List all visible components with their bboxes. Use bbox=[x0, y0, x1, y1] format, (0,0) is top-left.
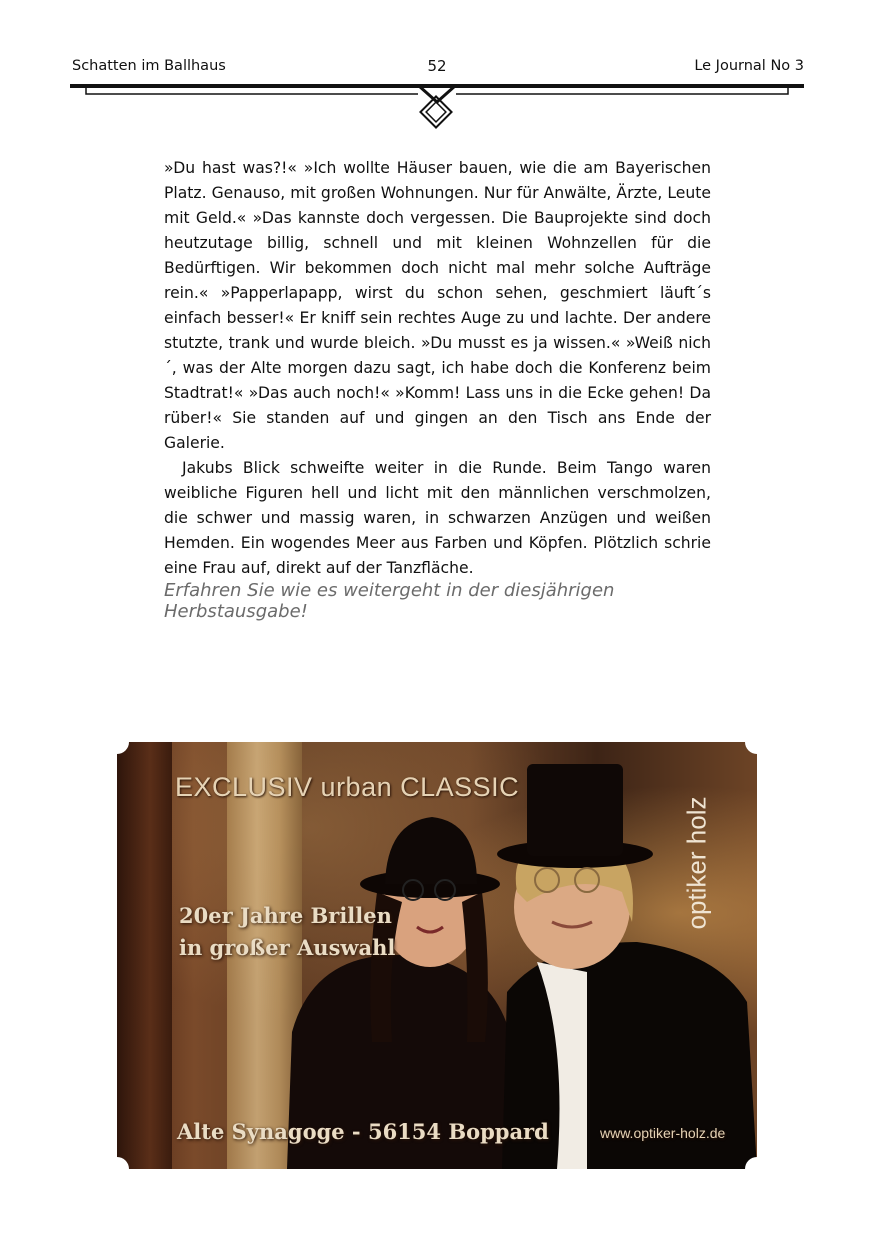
page-number: 52 bbox=[427, 57, 447, 75]
running-header-right: Le Journal No 3 bbox=[694, 58, 804, 74]
body-paragraph-1: »Du hast was?!« »Ich wollte Häuser bauen, wie die am Bayerischen Platz. Genauso, mit großen Wohnungen. Nur für Anwälte, Ärzte, Leute mit Geld.« »Das kannste doch vergessen. Die Bauprojekte sind doch heutzutage billig, schnell und mit kleinen Wohnzellen für die Bedürftigen. Wir bekommen doch nicht mal mehr solche Aufträge rein.« »Papperlapapp, wirst du schon sehen, geschmiert läuft´s einfach besser!« Er kniff sein rechtes Auge zu und lachte. Der andere stutzte, trank und wurde bleich. »Du musst es ja wissen.« »Weiß nich´, was der Alte morgen dazu sagt, ich habe doch die Konferenz beim Stadtrat!« »Das auch noch!« »Komm! Lass uns in die Ecke gehen! Da rüber!« Sie standen auf und gingen an den Tisch ans Ende der Galerie. bbox=[164, 159, 711, 452]
advertisement bbox=[117, 742, 757, 1169]
ad-subline bbox=[179, 900, 395, 964]
ad-headline: EXCLUSIV urban CLASSIC bbox=[175, 772, 520, 802]
ad-address: Alte Synagoge - 56154 Boppard bbox=[177, 1119, 549, 1144]
ad-subline-1: 20er Jahre Brillen bbox=[179, 903, 392, 928]
ad-subline-2: in großer Auswahl bbox=[179, 935, 396, 960]
header-ornament bbox=[70, 78, 804, 138]
ad-website-link[interactable]: www.optiker-holz.de bbox=[600, 1125, 726, 1141]
body-text bbox=[164, 156, 711, 581]
ad-brand-logo bbox=[682, 790, 712, 935]
ad-brand-text: optiker holz bbox=[681, 796, 712, 929]
running-header-left: Schatten im Ballhaus bbox=[72, 58, 226, 74]
teaser-line: Erfahren Sie wie es weitergeht in der diesjährigen Herbstausgabe! bbox=[164, 580, 615, 622]
body-paragraph-2: Jakubs Blick schweifte weiter in die Runde. Beim Tango waren weibliche Figuren hell und licht mit den männlichen verschmolzen, die schwer und massig waren, in schwarzen Anzügen und weißen Hemden. Ein wogendes Meer aus Farben und Köpfen. Plötzlich schrie eine Frau auf, direkt auf der Tanzfläche. bbox=[164, 459, 711, 577]
